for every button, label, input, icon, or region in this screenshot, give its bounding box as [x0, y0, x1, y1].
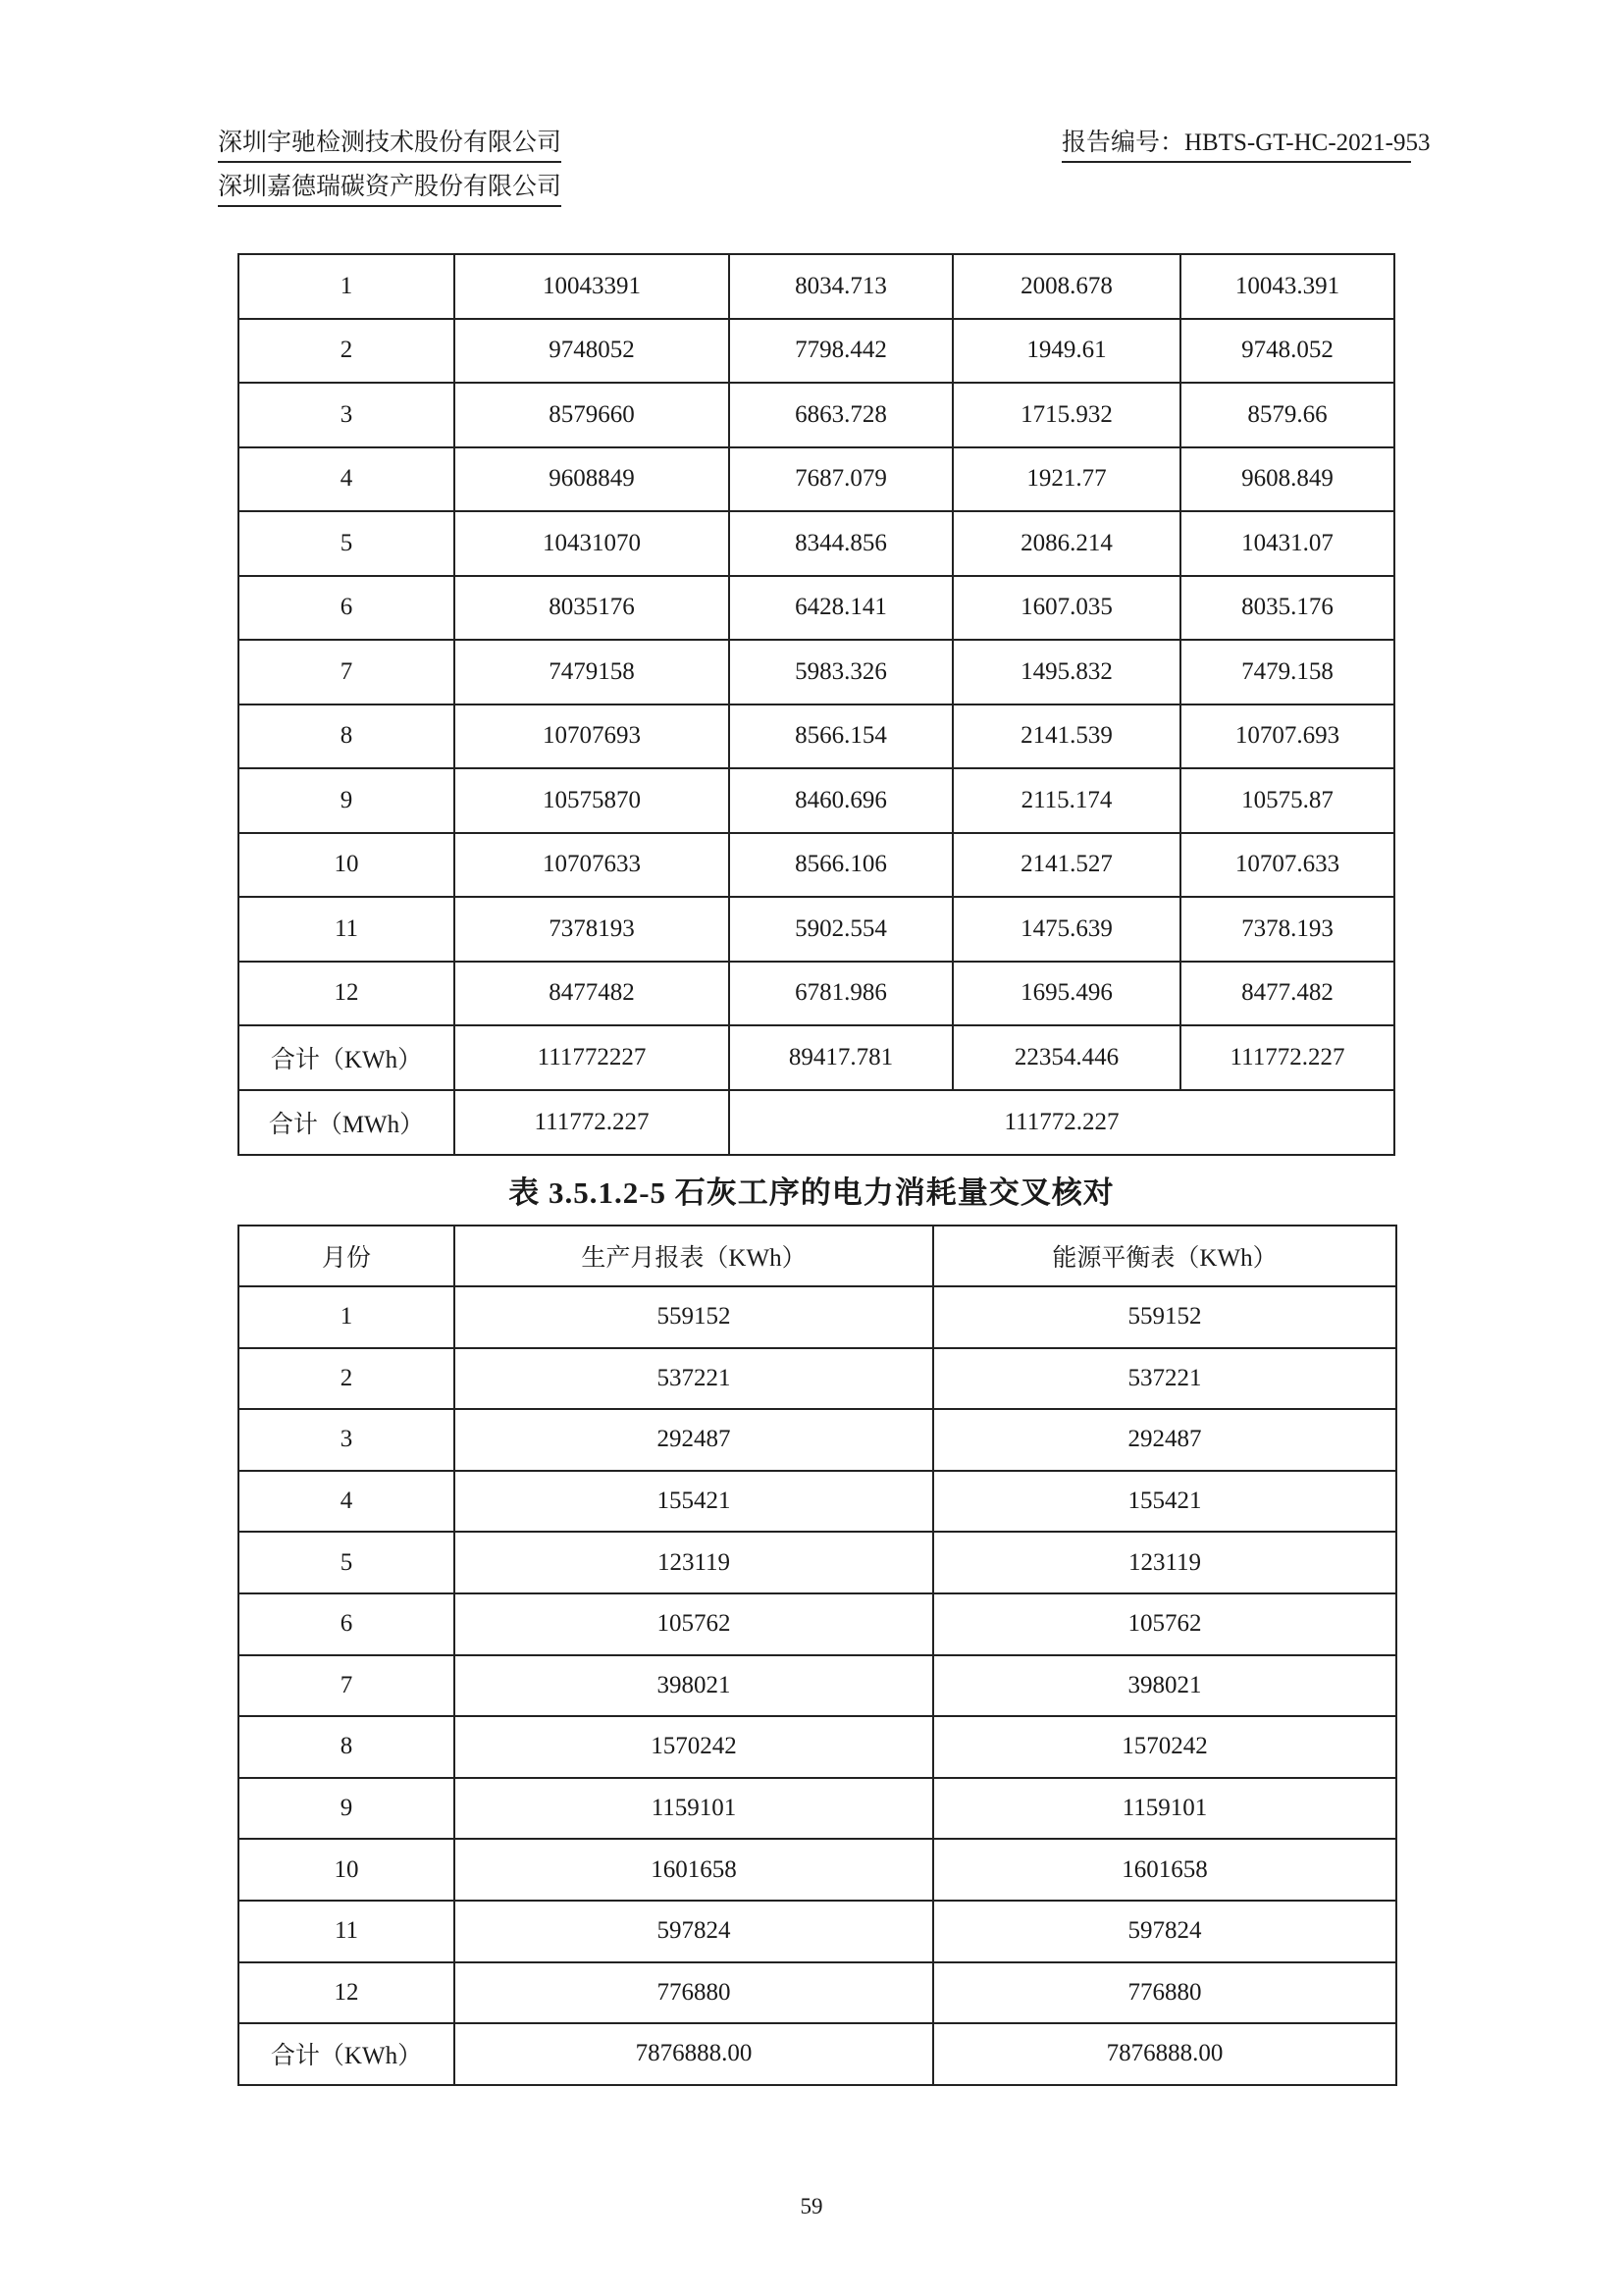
table-row [238, 383, 1394, 447]
table-cell: 4 [238, 1471, 454, 1533]
table-cell: 1715.932 [953, 383, 1180, 447]
table-cell: 1601658 [454, 1839, 933, 1901]
table-cell: 8579660 [454, 383, 729, 447]
table-cell: 559152 [454, 1286, 933, 1348]
table-cell: 111772227 [454, 1025, 729, 1090]
table-cell: 10 [238, 1839, 454, 1901]
table-cell: 8 [238, 704, 454, 769]
table-cell: 8035.176 [1180, 576, 1394, 641]
table-cell: 7687.079 [729, 447, 953, 512]
table-cell: 105762 [454, 1593, 933, 1655]
table-cell: 10575.87 [1180, 768, 1394, 833]
table-cell: 3 [238, 1409, 454, 1471]
table-row [238, 1348, 1396, 1410]
table-cell: 10707.693 [1180, 704, 1394, 769]
table-row [238, 1471, 1396, 1533]
table-cell: 10707693 [454, 704, 729, 769]
table-cell: 9608849 [454, 447, 729, 512]
table-cell: 1159101 [933, 1778, 1396, 1840]
table-cell: 2008.678 [953, 254, 1180, 319]
table-row [238, 640, 1394, 704]
lime-process-electricity-table [237, 1225, 1397, 2086]
table-cell: 1495.832 [953, 640, 1180, 704]
table-cell: 123119 [933, 1532, 1396, 1593]
table-row [238, 1532, 1396, 1593]
company-name-2: 深圳嘉德瑞碳资产股份有限公司 [218, 174, 562, 200]
table-cell: 10575870 [454, 768, 729, 833]
table-cell: 合计（KWh） [238, 2023, 454, 2085]
table-row [238, 1593, 1396, 1655]
table-cell: 11 [238, 897, 454, 962]
table-cell: 537221 [933, 1348, 1396, 1410]
table-cell: 776880 [454, 1962, 933, 2024]
header-month: 月份 [238, 1226, 454, 1286]
table-cell: 1695.496 [953, 962, 1180, 1026]
table-cell: 2 [238, 319, 454, 384]
table-cell: 9748052 [454, 319, 729, 384]
table-cell: 11 [238, 1901, 454, 1962]
table-cell: 7378193 [454, 897, 729, 962]
table-cell: 7479.158 [1180, 640, 1394, 704]
table-cell: 537221 [454, 1348, 933, 1410]
electricity-table-continued [237, 253, 1395, 1156]
table-cell: 5 [238, 511, 454, 576]
table-cell: 7 [238, 640, 454, 704]
table-cell: 123119 [454, 1532, 933, 1593]
table-cell: 1570242 [933, 1716, 1396, 1778]
table-cell: 559152 [933, 1286, 1396, 1348]
table-cell: 10707.633 [1180, 833, 1394, 898]
table-cell: 12 [238, 962, 454, 1026]
table-cell: 10 [238, 833, 454, 898]
table-row [238, 1901, 1396, 1962]
total-mwh-label: 合计（MWh） [238, 1090, 454, 1155]
table-row [238, 833, 1394, 898]
table-cell: 292487 [933, 1409, 1396, 1471]
table-cell: 1 [238, 1286, 454, 1348]
table-cell: 5983.326 [729, 640, 953, 704]
table-row [238, 1409, 1396, 1471]
table-cell: 2 [238, 1348, 454, 1410]
table-row [238, 1286, 1396, 1348]
table-cell: 155421 [454, 1471, 933, 1533]
total-mwh-merged-value: 111772.227 [729, 1090, 1394, 1155]
table-cell: 10431070 [454, 511, 729, 576]
table-cell: 1475.639 [953, 897, 1180, 962]
table-cell: 105762 [933, 1593, 1396, 1655]
table-row [238, 768, 1394, 833]
table-cell: 8477.482 [1180, 962, 1394, 1026]
table-cell: 10707633 [454, 833, 729, 898]
table-cell: 1570242 [454, 1716, 933, 1778]
table-cell: 7479158 [454, 640, 729, 704]
table-cell: 8566.106 [729, 833, 953, 898]
table-row [238, 511, 1394, 576]
table-cell: 398021 [454, 1655, 933, 1717]
table-cell: 7876888.00 [933, 2023, 1396, 2085]
table-cell: 2141.539 [953, 704, 1180, 769]
total-mwh-value: 111772.227 [454, 1090, 729, 1155]
table-cell: 7876888.00 [454, 2023, 933, 2085]
table-cell: 1601658 [933, 1839, 1396, 1901]
table-cell: 6428.141 [729, 576, 953, 641]
report-number: 报告编号：HBTS-GT-HC-2021-953 [1062, 130, 1431, 156]
table-caption: 表 3.5.1.2-5 石灰工序的电力消耗量交叉核对 [508, 1175, 1115, 1210]
table-cell: 155421 [933, 1471, 1396, 1533]
table-cell: 1 [238, 254, 454, 319]
table-cell: 22354.446 [953, 1025, 1180, 1090]
table-cell: 7378.193 [1180, 897, 1394, 962]
table-cell: 5902.554 [729, 897, 953, 962]
table-cell: 776880 [933, 1962, 1396, 2024]
table-cell: 8477482 [454, 962, 729, 1026]
table-cell: 6863.728 [729, 383, 953, 447]
table-cell: 2141.527 [953, 833, 1180, 898]
table-cell: 5 [238, 1532, 454, 1593]
table-cell: 8344.856 [729, 511, 953, 576]
header-energy-balance: 能源平衡表（KWh） [933, 1226, 1396, 1286]
table-row [238, 254, 1394, 319]
table-cell: 6781.986 [729, 962, 953, 1026]
table-cell: 1159101 [454, 1778, 933, 1840]
table-cell: 6 [238, 576, 454, 641]
table-row [238, 1655, 1396, 1717]
table-row [238, 447, 1394, 512]
table-cell: 1607.035 [953, 576, 1180, 641]
table-cell: 8035176 [454, 576, 729, 641]
table-cell: 1921.77 [953, 447, 1180, 512]
table-cell: 398021 [933, 1655, 1396, 1717]
table-cell: 7 [238, 1655, 454, 1717]
table-cell: 2086.214 [953, 511, 1180, 576]
table-cell: 8460.696 [729, 768, 953, 833]
table-cell: 12 [238, 1962, 454, 2024]
company-name-1: 深圳宇驰检测技术股份有限公司 [218, 130, 562, 156]
page-number: 59 [800, 2194, 823, 2218]
table-row [238, 1962, 1396, 2024]
table-cell: 9748.052 [1180, 319, 1394, 384]
table-cell: 111772.227 [1180, 1025, 1394, 1090]
table-cell: 10043391 [454, 254, 729, 319]
table-header-row [238, 1226, 1396, 1286]
header-underline-1 [218, 161, 561, 163]
table-cell: 9 [238, 1778, 454, 1840]
header-production-report: 生产月报表（KWh） [454, 1226, 933, 1286]
table-row [238, 704, 1394, 769]
table-row [238, 1839, 1396, 1901]
table-row [238, 2023, 1396, 2085]
table-row [238, 1025, 1394, 1090]
table-cell: 9608.849 [1180, 447, 1394, 512]
table-row [238, 1716, 1396, 1778]
table-row [238, 1778, 1396, 1840]
table-cell: 8579.66 [1180, 383, 1394, 447]
table-cell: 10043.391 [1180, 254, 1394, 319]
table-row [238, 319, 1394, 384]
table-cell: 1949.61 [953, 319, 1180, 384]
table-cell: 9 [238, 768, 454, 833]
table-cell: 8 [238, 1716, 454, 1778]
table-cell: 8566.154 [729, 704, 953, 769]
table-cell: 597824 [933, 1901, 1396, 1962]
table-cell: 合计（KWh） [238, 1025, 454, 1090]
table-cell: 292487 [454, 1409, 933, 1471]
table-row [238, 1090, 1394, 1155]
table-row [238, 962, 1394, 1026]
table-cell: 89417.781 [729, 1025, 953, 1090]
table-cell: 597824 [454, 1901, 933, 1962]
table-cell: 2115.174 [953, 768, 1180, 833]
table-cell: 4 [238, 447, 454, 512]
table-row [238, 576, 1394, 641]
table-cell: 3 [238, 383, 454, 447]
header-underline-3 [218, 205, 561, 207]
header-underline-2 [1062, 161, 1411, 163]
table-cell: 6 [238, 1593, 454, 1655]
table-row [238, 897, 1394, 962]
table-cell: 8034.713 [729, 254, 953, 319]
table-cell: 7798.442 [729, 319, 953, 384]
table-cell: 10431.07 [1180, 511, 1394, 576]
